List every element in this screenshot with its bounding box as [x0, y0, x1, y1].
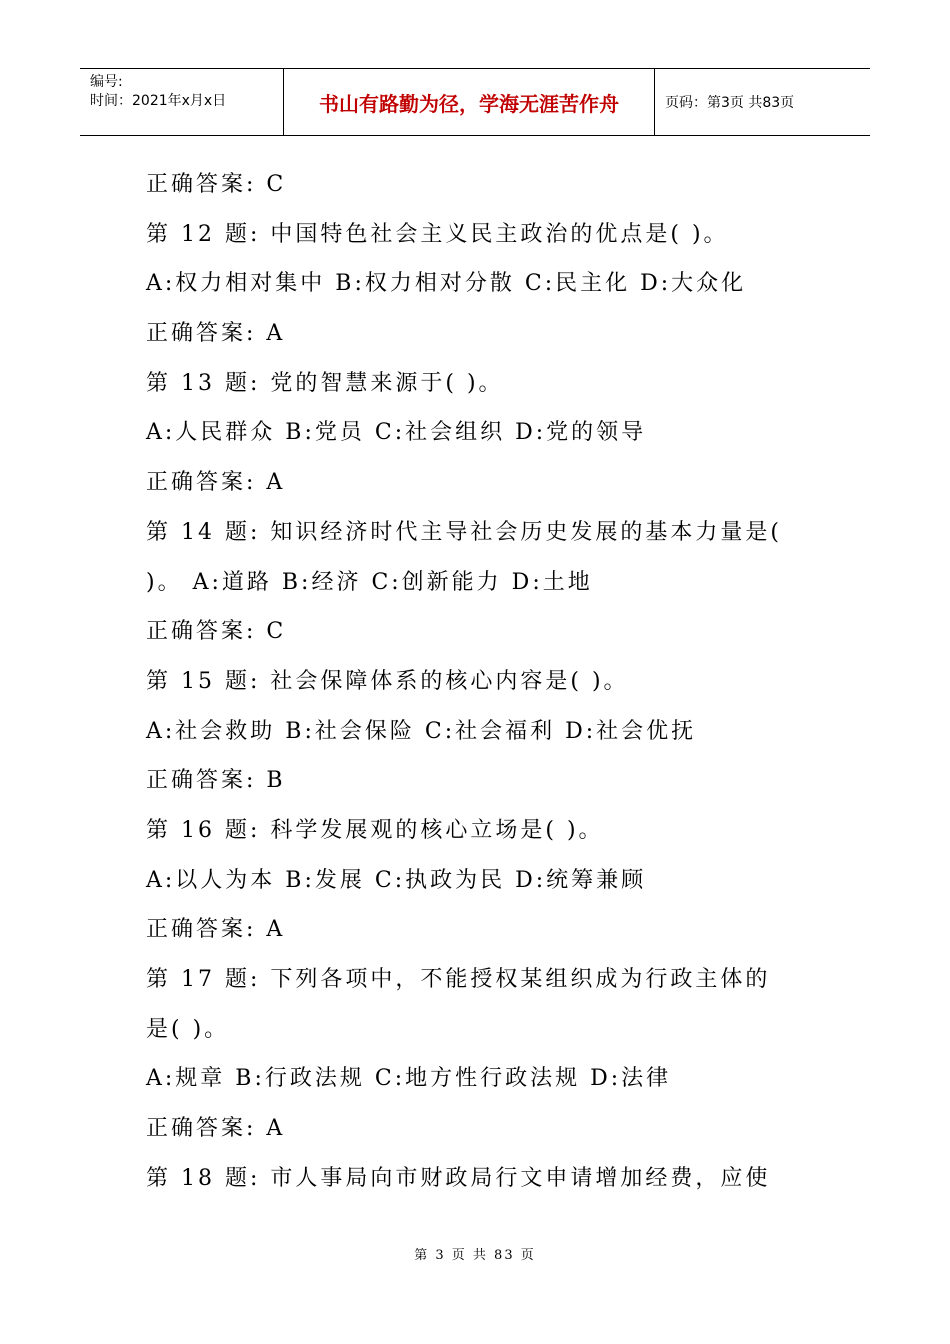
- document-date: 时间：2021年x月x日: [90, 93, 227, 109]
- text-line: A:人民群众 B:党员 C:社会组织 D:党的领导: [146, 420, 647, 446]
- text-line: 第 17 题: 下列各项中，不能授权某组织成为行政主体的: [146, 967, 771, 992]
- text-line: 正确答案: A: [146, 470, 286, 496]
- text-line: 第 18 题: 市人事局向市财政局行文申请增加经费，应使: [146, 1165, 771, 1191]
- text-line: 正确答案: B: [146, 768, 286, 794]
- text-line: 是( )。: [146, 1016, 230, 1042]
- header-meta: [80, 69, 283, 135]
- text-line: 第 13 题: 党的智慧来源于( )。: [146, 370, 504, 396]
- header-motto: 书山有路勤为径，学海无涯苦作舟: [283, 69, 655, 135]
- text-line: 正确答案: A: [146, 321, 286, 347]
- document-number-label: 编号:: [90, 74, 123, 90]
- text-line: A:规章 B:行政法规 C:地方性行政法规 D:法律: [146, 1066, 672, 1092]
- text-line: )。 A:道路 B:经济 C:创新能力 D:土地: [146, 569, 593, 595]
- text-line: 正确答案: A: [146, 917, 286, 943]
- header-page-info: 页码：第3页 共83页: [665, 95, 795, 111]
- text-line: A:社会救助 B:社会保险 C:社会福利 D:社会优抚: [146, 718, 697, 744]
- text-line: A:以人为本 B:发展 C:执政为民 D:统筹兼顾: [146, 867, 647, 893]
- text-line: 第 15 题: 社会保障体系的核心内容是( )。: [146, 668, 629, 694]
- text-line: 正确答案: C: [146, 172, 287, 197]
- page-footer: 第 3 页 共 83 页: [414, 1248, 536, 1263]
- text-line: 第 12 题: 中国特色社会主义民主政治的优点是( )。: [146, 221, 729, 247]
- text-line: 正确答案: C: [146, 619, 287, 645]
- text-line: 第 14 题: 知识经济时代主导社会历史发展的基本力量是(: [146, 519, 782, 545]
- document-body: [146, 160, 826, 1203]
- text-line: A:权力相对集中 B:权力相对分散 C:民主化 D:大众化: [146, 271, 747, 297]
- text-line: 正确答案: A: [146, 1116, 286, 1142]
- text-line: 第 16 题: 科学发展观的核心立场是( )。: [146, 817, 604, 843]
- page-header: [80, 68, 870, 136]
